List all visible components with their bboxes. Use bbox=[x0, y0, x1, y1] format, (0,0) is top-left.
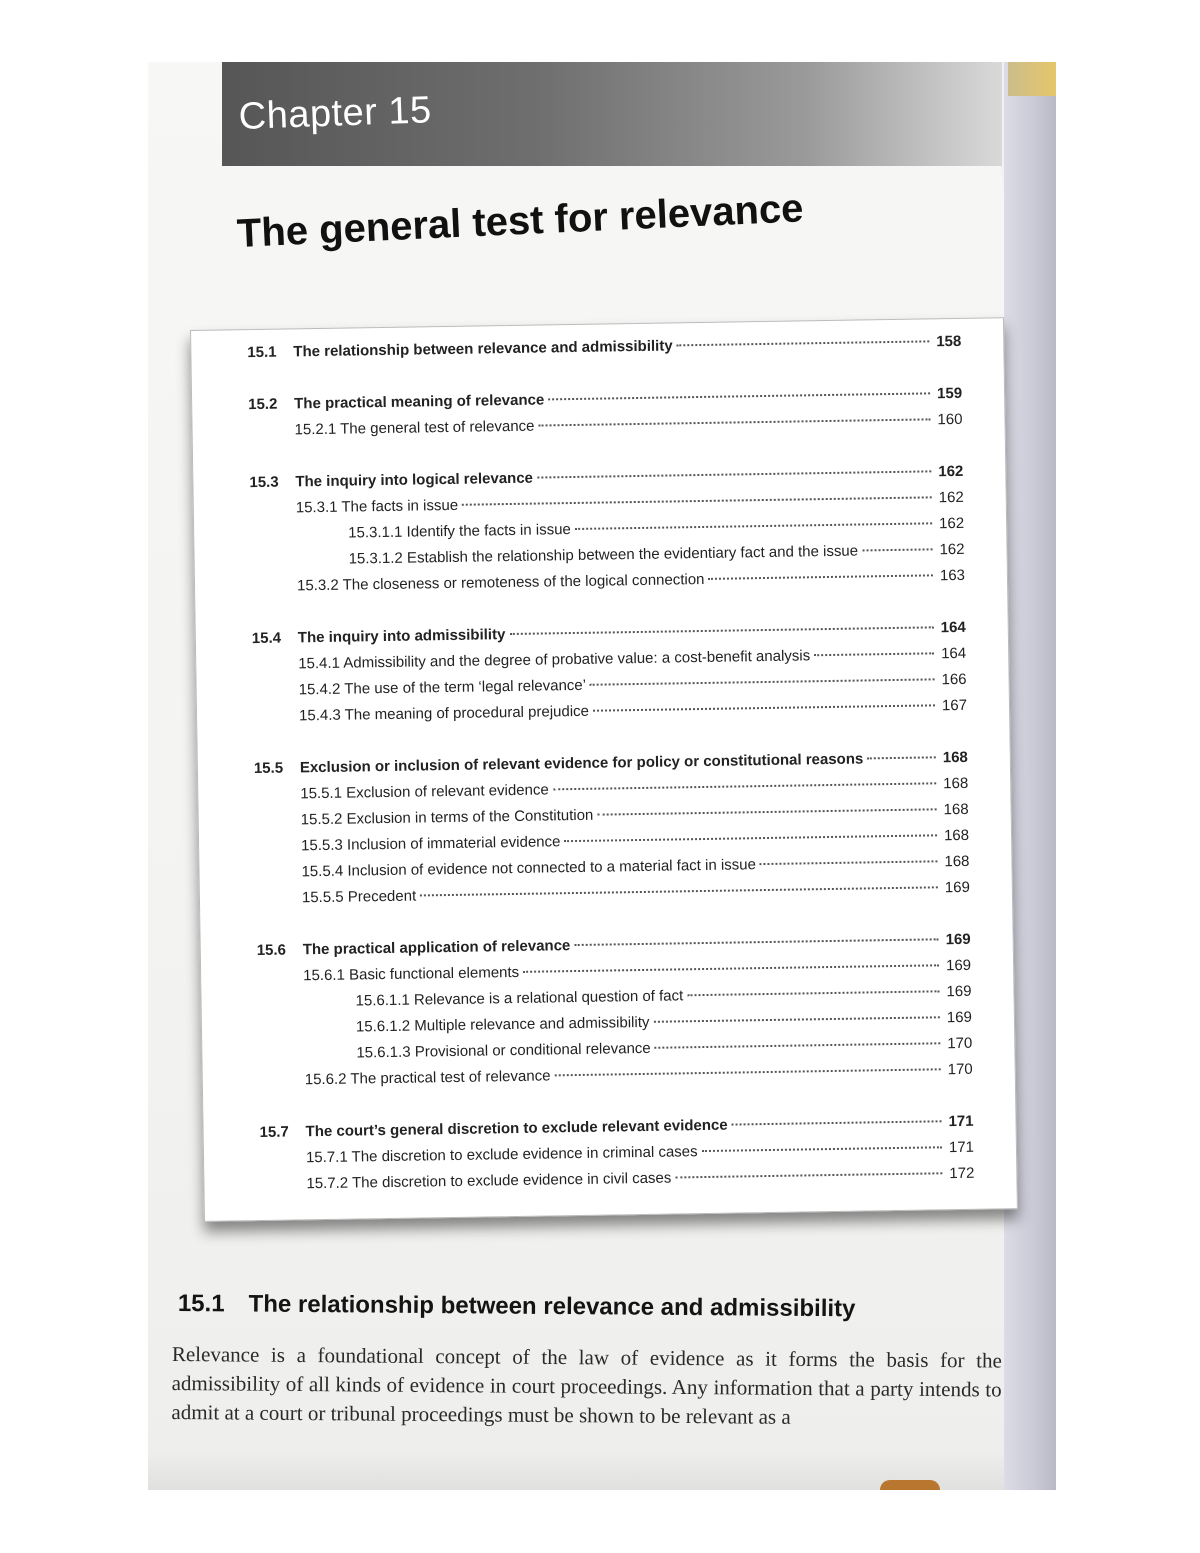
toc-subentry-page: 169 bbox=[946, 982, 972, 1001]
toc-subentry-page: 171 bbox=[948, 1138, 975, 1157]
page-tab bbox=[1008, 62, 1056, 96]
page-edge bbox=[1004, 62, 1056, 1490]
leader-dots bbox=[687, 990, 939, 996]
toc-entry-number: 15.7 bbox=[259, 1123, 289, 1142]
toc-section bbox=[259, 1113, 974, 1202]
toc-subentry-page: 164 bbox=[941, 644, 967, 663]
toc-entry-title: The court’s general discretion to exclude relevant evidence bbox=[305, 1116, 728, 1141]
toc-subentry-page: 168 bbox=[944, 852, 970, 871]
toc-entry-page: 168 bbox=[942, 748, 968, 767]
toc-subentry-title: 15.5.5 Precedent bbox=[301, 887, 417, 907]
toc-subentry-title: 15.7.1 The discretion to exclude evidence in criminal cases bbox=[305, 1143, 698, 1167]
section-heading bbox=[178, 1290, 856, 1323]
leader-dots bbox=[523, 964, 939, 973]
chapter-title: The general test for relevance bbox=[236, 186, 805, 256]
toc-subentry-page: 162 bbox=[938, 488, 964, 507]
toc-entry-number: 15.4 bbox=[251, 629, 282, 648]
toc-subentry-title: 15.5.1 Exclusion of relevant evidence bbox=[300, 781, 549, 803]
leader-dots bbox=[590, 678, 935, 685]
toc-subentry-page: 168 bbox=[943, 826, 970, 845]
orange-object bbox=[880, 1480, 940, 1490]
toc-subentry-page: 167 bbox=[941, 696, 968, 715]
leader-dots bbox=[677, 340, 930, 346]
toc-subentry-page: 169 bbox=[946, 1008, 973, 1027]
toc-entry-page: 159 bbox=[936, 384, 963, 403]
toc-section bbox=[248, 385, 963, 448]
toc-section bbox=[252, 619, 968, 734]
toc-entry-title: The inquiry into admissibility bbox=[297, 626, 506, 647]
toc-subentry-title: 15.6.1.2 Multiple relevance and admissibility bbox=[355, 1013, 650, 1036]
toc-entry-title: The inquiry into logical relevance bbox=[295, 469, 534, 491]
body-paragraph: Relevance is a foundational concept of the law of evidence as it forms the basis for the admissibility of all kinds of evidence in court proceedings. Any information that a party intends to admit at a court or tribunal proceedings must be shown to be relevant as a bbox=[171, 1341, 1002, 1429]
toc-subentry-page: 168 bbox=[943, 800, 969, 819]
toc-entry-number: 15.6 bbox=[256, 941, 287, 960]
toc-entry-page: 162 bbox=[938, 462, 964, 481]
toc-subentry-page: 166 bbox=[941, 670, 967, 689]
toc-entry-number: 15.5 bbox=[253, 759, 284, 778]
toc-entry-page: 158 bbox=[936, 332, 962, 351]
section-title: The relationship between relevance and admissibility bbox=[248, 1290, 856, 1323]
leader-dots bbox=[732, 1120, 942, 1125]
leader-dots bbox=[420, 886, 938, 896]
leader-dots bbox=[462, 496, 932, 505]
toc-subentry-title: 15.5.4 Inclusion of evidence not connected to a material fact in issue bbox=[301, 856, 757, 881]
toc-subentry-title: 15.3.1 The facts in issue bbox=[295, 496, 459, 517]
toc-subentry-title: 15.4.2 The use of the term ‘legal relevance’ bbox=[298, 676, 587, 699]
leader-dots bbox=[862, 548, 933, 551]
toc-list bbox=[191, 318, 1017, 1203]
leader-dots bbox=[575, 522, 932, 530]
toc-entry-number: 15.1 bbox=[247, 343, 277, 362]
toc-subentry-title: 15.6.1 Basic functional elements bbox=[303, 963, 520, 985]
toc-subentry-title: 15.6.1.1 Relevance is a relational question of fact bbox=[355, 987, 684, 1010]
toc-subentry-page: 162 bbox=[939, 540, 965, 559]
toc-subentry-page: 160 bbox=[937, 410, 963, 429]
toc-subentry-page: 172 bbox=[949, 1164, 975, 1183]
toc-subentry-title: 15.4.3 The meaning of procedural prejudice bbox=[298, 702, 590, 725]
chapter-label: Chapter 15 bbox=[238, 89, 433, 138]
section-number: 15.1 bbox=[177, 1290, 225, 1318]
toc-subentry-title: 15.6.2 The practical test of relevance bbox=[304, 1067, 551, 1089]
toc-entry-page: 171 bbox=[948, 1112, 974, 1131]
toc-subentry-title: 15.3.1.2 Establish the relationship between the evidentiary fact and the issue bbox=[348, 542, 859, 568]
leader-dots bbox=[593, 704, 935, 711]
leader-dots bbox=[554, 1068, 940, 1076]
leader-dots bbox=[564, 834, 937, 842]
leader-dots bbox=[553, 782, 936, 790]
toc-entry-number: 15.3 bbox=[249, 473, 279, 492]
leader-dots bbox=[597, 808, 936, 815]
toc-entry-title: The relationship between relevance and admissibility bbox=[293, 337, 673, 361]
toc-entry-title: The practical application of relevance bbox=[302, 937, 571, 959]
toc-subentry-title: 15.5.2 Exclusion in terms of the Constitution bbox=[300, 806, 594, 829]
table-of-contents bbox=[190, 317, 1018, 1222]
toc-section bbox=[257, 931, 973, 1098]
leader-dots bbox=[814, 652, 934, 656]
leader-dots bbox=[760, 860, 938, 865]
toc-subentry-page: 169 bbox=[945, 956, 972, 975]
toc-subentry-title: 15.3.1.1 Identify the facts in issue bbox=[348, 521, 571, 542]
leader-dots bbox=[653, 1016, 939, 1022]
toc-subentry-page: 162 bbox=[938, 514, 965, 533]
toc-subentry-title: 15.5.3 Inclusion of immaterial evidence bbox=[300, 833, 561, 855]
toc-entry-title: Exclusion or inclusion of relevant evidence for policy or constitutional reasons bbox=[299, 750, 864, 777]
toc-subentry-title: 15.3.2 The closeness or remoteness of the logical connection bbox=[296, 570, 705, 595]
leader-dots bbox=[702, 1146, 942, 1152]
toc-section bbox=[254, 749, 970, 916]
toc-subentry-title: 15.6.1.3 Provisional or conditional relevance bbox=[356, 1039, 651, 1062]
toc-entry-main[interactable] bbox=[247, 333, 961, 370]
toc-entry-page: 164 bbox=[940, 618, 966, 637]
bottom-shade bbox=[148, 1450, 1004, 1490]
toc-section bbox=[249, 463, 965, 604]
toc-subentry-page: 170 bbox=[947, 1034, 973, 1053]
leader-dots bbox=[675, 1172, 942, 1178]
toc-entry-number: 15.2 bbox=[248, 395, 278, 414]
leader-dots bbox=[538, 418, 930, 426]
leader-dots bbox=[655, 1042, 941, 1048]
leader-dots bbox=[548, 392, 930, 400]
leader-dots bbox=[537, 470, 931, 478]
toc-subentry-title: 15.7.2 The discretion to exclude evidence in civil cases bbox=[306, 1169, 672, 1193]
toc-subentry-page: 163 bbox=[939, 566, 966, 585]
toc-subentry-page: 169 bbox=[944, 878, 970, 897]
toc-entry-page: 169 bbox=[945, 930, 971, 949]
toc-subentry-page: 168 bbox=[943, 774, 969, 793]
toc-entry-title: The practical meaning of relevance bbox=[294, 391, 545, 413]
leader-dots bbox=[574, 938, 938, 946]
leader-dots bbox=[867, 756, 936, 759]
toc-subentry-page: 170 bbox=[947, 1060, 973, 1079]
toc-subentry-title: 15.2.1 The general test of relevance bbox=[294, 417, 535, 439]
toc-section bbox=[247, 333, 961, 370]
leader-dots bbox=[708, 574, 933, 580]
toc-subentry-title: 15.4.1 Admissibility and the degree of probative value: a cost-benefit analysis bbox=[298, 647, 811, 673]
leader-dots bbox=[509, 626, 933, 635]
